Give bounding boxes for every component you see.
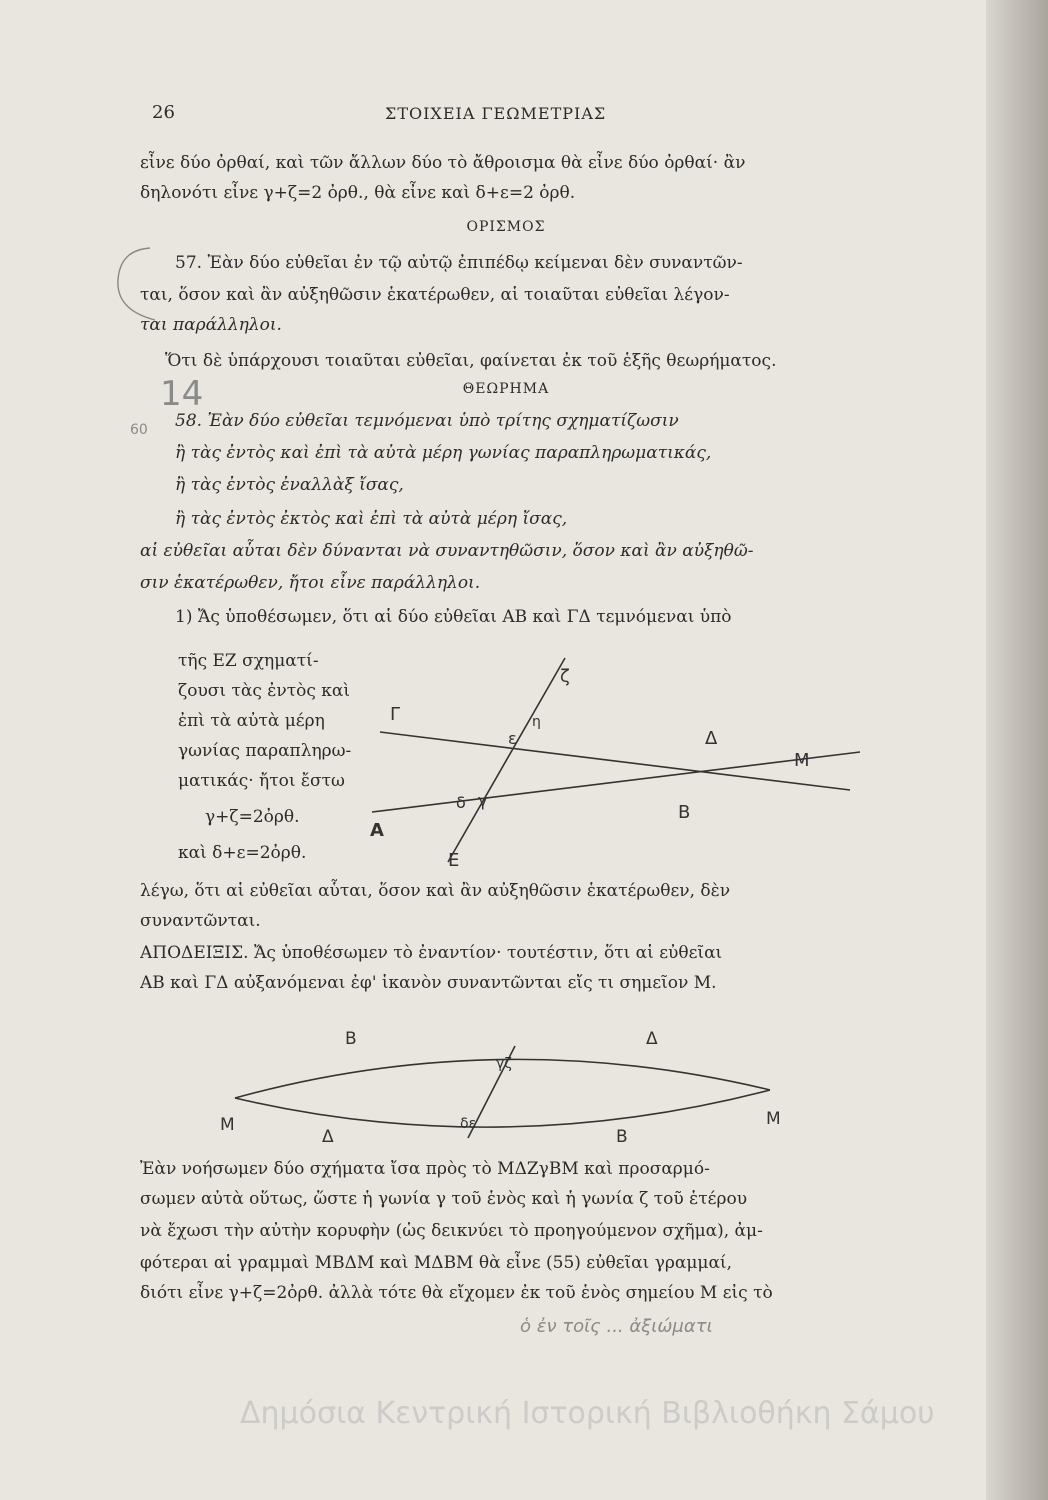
text-line: ἢ τὰς ἐντὸς καὶ ἐπὶ τὰ αὐτὰ μέρη γωνίας παραπληρωματικάς, [175, 443, 712, 463]
text-line: ἢ τὰς ἐντὸς ἐκτὸς καὶ ἐπὶ τὰ αὐτὰ μέρη ἴσας, [175, 509, 568, 529]
text-line: ἐπὶ τὰ αὐτὰ μέρη [178, 711, 325, 731]
text-line: τῆς ΕΖ σχηματί- [178, 651, 319, 671]
text-line: νὰ ἔχωσι τὴν αὐτὴν κορυφὴν (ὡς δεικνύει τὸ προηγούμενον σχῆμα), ἀμ- [140, 1221, 763, 1241]
label-D-top: Δ [646, 1029, 658, 1049]
label-A: Α [370, 820, 384, 841]
theorem-heading: ΘΕΩΡΗΜΑ [462, 381, 550, 397]
margin-bracket-annotation [100, 240, 160, 330]
label-epsilon: ε [508, 729, 517, 748]
text-line: σωμεν αὐτὰ οὕτως, ὥστε ἡ γωνία γ τοῦ ἑνὸς καὶ ἡ γωνία ζ τοῦ ἑτέρου [140, 1189, 748, 1209]
text-line: Ὅτι δὲ ὑπάρχουσι τοιαῦται εὐθεῖαι, φαίνεται ἐκ τοῦ ἑξῆς θεωρήματος. [165, 351, 777, 371]
label-M-right: Μ [766, 1109, 781, 1129]
label-D-bottom: Δ [322, 1127, 334, 1145]
text-line: ΑΠΟΔΕΙΞΙΣ. Ἄς ὑποθέσωμεν τὸ ἐναντίον· τουτέστιν, ὅτι αἱ εὐθεῖαι [140, 943, 723, 963]
margin-number-annotation: 14 [160, 374, 204, 414]
text-line: γ+ζ=2ὀρθ. [205, 807, 300, 827]
label-G: Γ [390, 704, 401, 725]
pencil-bottom-annotation: ὁ ἐν τοῖς ... ἀξιώματι [520, 1316, 713, 1337]
text-line: 57. Ἐὰν δύο εὐθεῖαι ἐν τῷ αὐτῷ ἐπιπέδῳ κείμεναι δὲν συναντῶν- [175, 253, 743, 273]
text-line: 58. Ἐὰν δύο εὐθεῖαι τεμνόμεναι ὑπὸ τρίτης σχηματίζωσιν [175, 411, 679, 431]
running-title: ΣΤΟΙΧΕΙΑ ΓΕΩΜΕΤΡΙΑΣ [385, 104, 607, 123]
text-line: συναντῶνται. [140, 911, 261, 931]
text-line: 1) Ἄς ὑποθέσωμεν, ὅτι αἱ δύο εὐθεῖαι ΑΒ καὶ ΓΔ τεμνόμεναι ὑπὸ [175, 607, 732, 627]
library-watermark: Δημόσια Κεντρική Ιστορική Βιβλιοθήκη Σάμου [240, 1396, 935, 1431]
label-gamma: γ [478, 791, 488, 810]
text-line: ζουσι τὰς ἐντὸς καὶ [178, 681, 351, 701]
label-M: Μ [794, 750, 810, 771]
label-M-left: Μ [220, 1115, 235, 1135]
text-line: δηλονότι εἶνε γ+ζ=2 ὀρθ., θὰ εἶνε καὶ δ+ε=2 ὀρθ. [140, 183, 576, 203]
label-D: Δ [705, 728, 718, 749]
text-line: ΑΒ καὶ ΓΔ αὐξανόμεναι ἐφ' ἱκανὸν συναντῶνται εἴς τι σημεῖον Μ. [140, 973, 717, 993]
text-line: αἱ εὐθεῖαι αὗται δὲν δύνανται νὰ συναντηθῶσιν, ὅσον καὶ ἂν αὐξηθῶ- [140, 541, 754, 561]
text-line: φότεραι αἱ γραμμαὶ ΜΒΔΜ καὶ ΜΔΒΜ θὰ εἶνε (55) εὐθεῖαι γραμμαί, [140, 1253, 732, 1273]
text-line: ται, ὅσον καὶ ἂν αὐξηθῶσιν ἑκατέρωθεν, αἱ τοιαῦται εὐθεῖαι λέγον- [140, 285, 730, 305]
label-B-top: Β [345, 1029, 357, 1049]
label-B-bottom: Β [616, 1127, 628, 1145]
label-z: ζ [560, 666, 570, 687]
figure-transversal [360, 640, 870, 880]
text-line: καὶ δ+ε=2ὀρθ. [178, 843, 307, 863]
text-line: Ἐὰν νοήσωμεν δύο σχήματα ἴσα πρὸς τὸ ΜΔΖγΒΜ καὶ προσαρμό- [140, 1159, 710, 1179]
text-line: ται παράλληλοι. [140, 315, 282, 335]
line-transversal [448, 658, 565, 862]
text-line: γωνίας παραπληρω- [178, 741, 352, 761]
curve-lower [235, 1090, 770, 1127]
text-line: διότι εἶνε γ+ζ=2ὀρθ. ἀλλὰ τότε θὰ εἴχομεν ἐκ τοῦ ἑνὸς σημείου Μ εἰς τὸ [140, 1283, 773, 1303]
page-number: 26 [152, 102, 175, 123]
text-line: λέγω, ὅτι αἱ εὐθεῖαι αὗται, ὅσον καὶ ἂν αὐξηθῶσιν ἑκατέρωθεν, δὲν [140, 881, 731, 901]
label-E: Ε [448, 850, 460, 871]
text-line: ματικάς· ἤτοι ἔστω [178, 771, 345, 791]
definition-heading: ΟΡΙΣΜΟΣ [466, 219, 546, 235]
book-spine-edge [986, 0, 1048, 1500]
line-gd [380, 732, 850, 790]
label-eta: η [532, 714, 541, 730]
margin-small-annotation: 60 [130, 422, 148, 438]
label-de: δε [460, 1116, 477, 1132]
figure-lens [210, 1020, 810, 1145]
text-line: σιν ἑκατέρωθεν, ἤτοι εἶνε παράλληλοι. [140, 573, 481, 593]
label-B: Β [678, 802, 691, 823]
text-line: ἢ τὰς ἐντὸς ἐναλλὰξ ἴσας, [175, 475, 404, 495]
label-delta: δ [456, 793, 466, 812]
label-gz: γζ [496, 1056, 512, 1072]
text-line: εἶνε δύο ὀρθαί, καὶ τῶν ἄλλων δύο τὸ ἄθροισμα θὰ εἶνε δύο ὀρθαί· ἂν [140, 153, 746, 173]
